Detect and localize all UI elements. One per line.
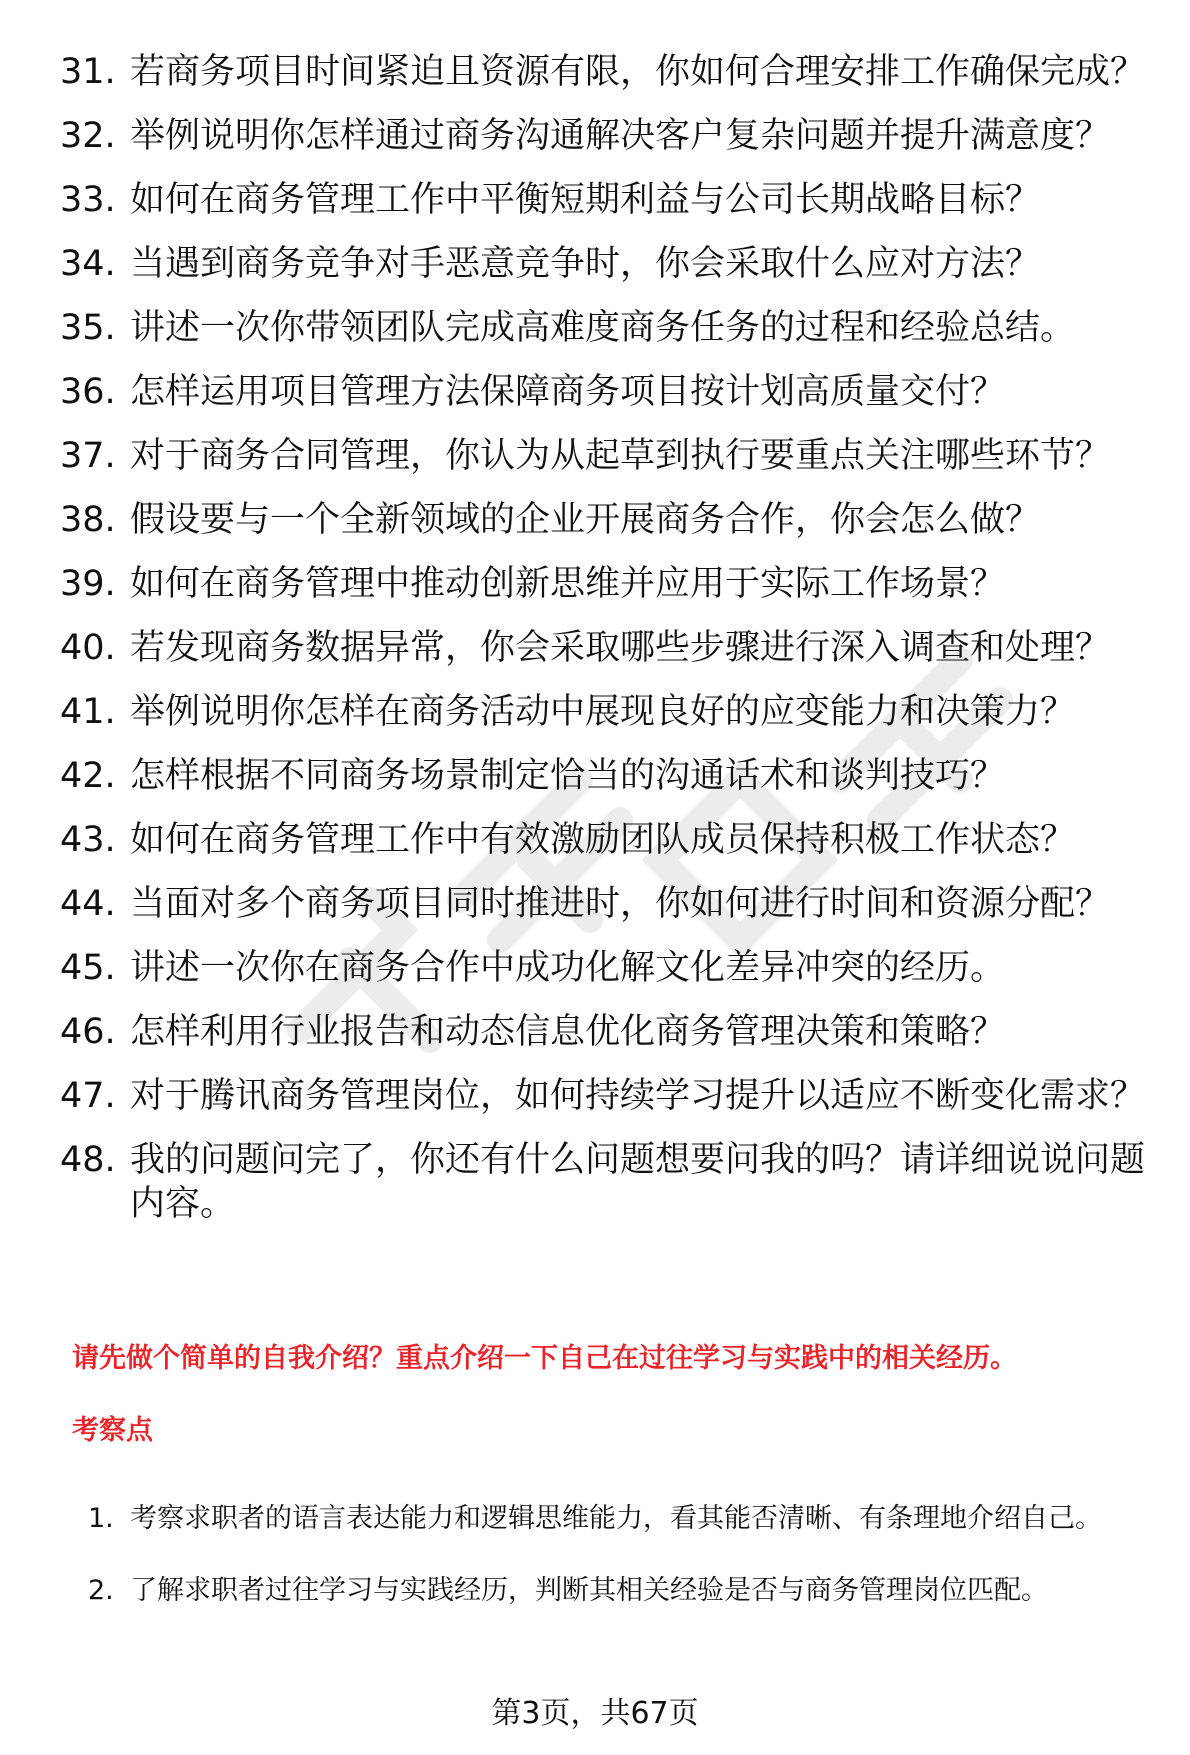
point-text: 了解求职者过往学习与实践经历，判断其相关经验是否与商务管理岗位匹配。 [130, 1575, 1048, 1606]
question-number: 43. [60, 820, 116, 860]
question-text: 当面对多个商务项目同时推进时，你如何进行时间和资源分配？ [130, 884, 1111, 924]
question-item [60, 242, 1150, 286]
question-text: 举例说明你怎样在商务活动中展现良好的应变能力和决策力？ [130, 692, 1076, 732]
point-number: 1. [88, 1503, 114, 1534]
question-item [60, 434, 1150, 478]
question-item [60, 562, 1150, 606]
question-text: 若商务项目时间紧迫且资源有限，你如何合理安排工作确保完成？ [130, 52, 1146, 92]
question-text: 若发现商务数据异常，你会采取哪些步骤进行深入调查和处理？ [130, 628, 1111, 668]
question-number: 41. [60, 692, 116, 732]
question-text: 对于腾讯商务管理岗位，如何持续学习提升以适应不断变化需求？ [130, 1076, 1146, 1116]
question-item [60, 1138, 1150, 1226]
question-item [60, 370, 1150, 414]
question-number: 35. [60, 308, 116, 348]
question-text: 假设要与一个全新领域的企业开展商务合作，你会怎么做？ [130, 500, 1041, 540]
question-item [60, 818, 1150, 862]
question-text: 如何在商务管理工作中有效激励团队成员保持积极工作状态？ [130, 820, 1076, 860]
question-number: 37. [60, 436, 116, 476]
question-item [60, 882, 1150, 926]
question-item [60, 498, 1150, 542]
question-number: 48. [60, 1140, 116, 1180]
question-text: 怎样运用项目管理方法保障商务项目按计划高质量交付？ [130, 372, 1006, 412]
question-item [60, 946, 1150, 990]
question-item [60, 178, 1150, 222]
question-number: 38. [60, 500, 116, 540]
question-text: 如何在商务管理中推动创新思维并应用于实际工作场景？ [130, 564, 1006, 604]
point-item [88, 1560, 1160, 1622]
page-footer: 第3页，共67页 [491, 1696, 699, 1731]
question-number: 31. [60, 52, 116, 92]
question-number: 36. [60, 372, 116, 412]
question-text: 怎样根据不同商务场景制定恰当的沟通话术和谈判技巧？ [130, 756, 1006, 796]
question-number: 33. [60, 180, 116, 220]
question-number: 39. [60, 564, 116, 604]
question-item [60, 306, 1150, 350]
question-number: 45. [60, 948, 116, 988]
question-number: 46. [60, 1012, 116, 1052]
question-item [60, 626, 1150, 670]
point-text: 考察求职者的语言表达能力和逻辑思维能力，看其能否清晰、有条理地介绍自己。 [130, 1503, 1102, 1534]
question-text: 如何在商务管理工作中平衡短期利益与公司长期战略目标？ [130, 180, 1041, 220]
question-text: 讲述一次你带领团队完成高难度商务任务的过程和经验总结。 [130, 308, 1076, 348]
question-number: 32. [60, 116, 116, 156]
point-number: 2. [88, 1575, 114, 1606]
question-text: 怎样利用行业报告和动态信息优化商务管理决策和策略？ [130, 1012, 1006, 1052]
section-title: 请先做个简单的自我介绍？重点介绍一下自己在过往学习与实践中的相关经历。 [72, 1343, 1017, 1374]
question-item [60, 114, 1150, 158]
question-text: 当遇到商务竞争对手恶意竞争时，你会采取什么应对方法？ [130, 244, 1041, 284]
question-number: 34. [60, 244, 116, 284]
question-list [60, 50, 1150, 1246]
assessment-points [88, 1488, 1160, 1632]
question-text: 我的问题问完了，你还有什么问题想要问我的吗？请详细说说问题内容。 [130, 1140, 1146, 1224]
question-text: 讲述一次你在商务合作中成功化解文化差异冲突的经历。 [130, 948, 1006, 988]
point-item [88, 1488, 1160, 1550]
question-item [60, 754, 1150, 798]
question-item [60, 690, 1150, 734]
question-number: 40. [60, 628, 116, 668]
question-item [60, 1010, 1150, 1054]
question-item [60, 50, 1150, 94]
section-subtitle: 考察点 [72, 1415, 153, 1446]
question-number: 42. [60, 756, 116, 796]
question-number: 44. [60, 884, 116, 924]
question-text: 举例说明你怎样通过商务沟通解决客户复杂问题并提升满意度？ [130, 116, 1111, 156]
question-text: 对于商务合同管理，你认为从起草到执行要重点关注哪些环节？ [130, 436, 1111, 476]
question-item [60, 1074, 1150, 1118]
question-number: 47. [60, 1076, 116, 1116]
